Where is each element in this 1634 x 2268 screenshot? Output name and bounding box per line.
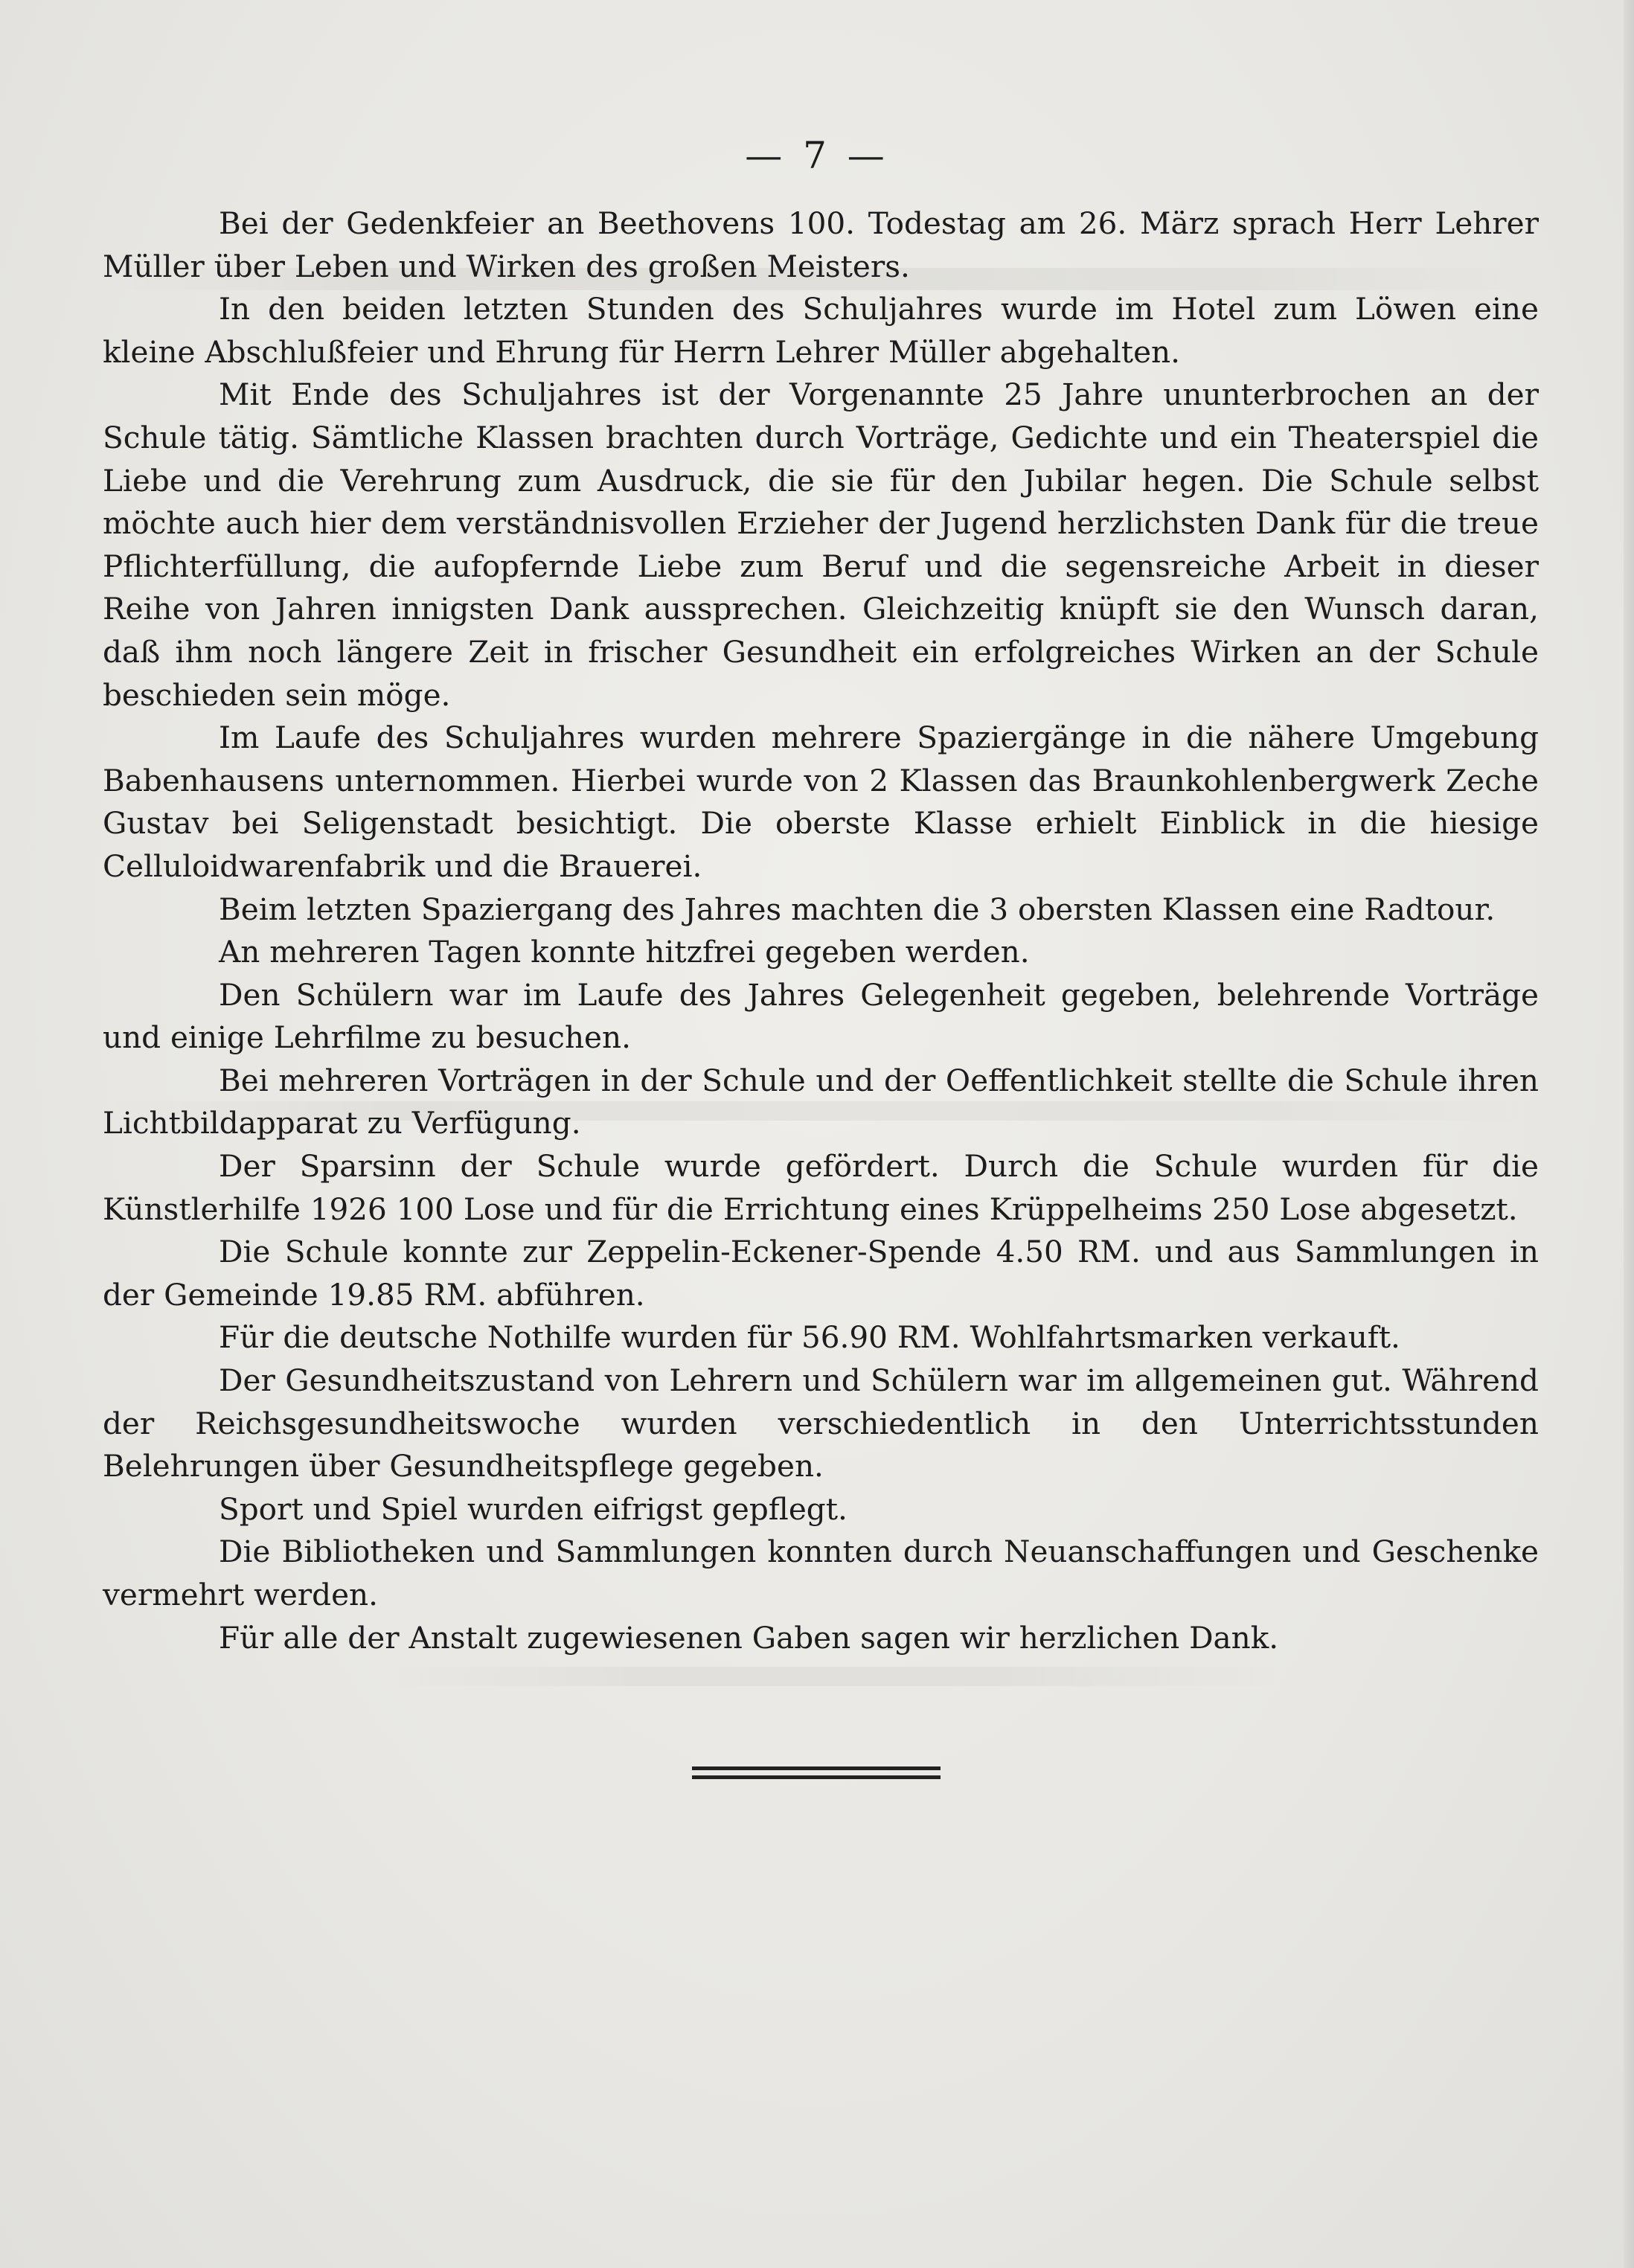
paragraph-gesundheit: Der Gesundheitszustand von Lehrern und Schülern war im allgemeinen gut. Während der Reichsgesundheitswoche wurden verschiedentlich in den Unterrichtsstunden Belehrungen über Gesundheitspflege gegeben. (103, 1362, 1539, 1484)
page-edge (1624, 0, 1634, 2268)
closing-rule-bottom (692, 1775, 941, 1779)
paragraph-lichtbildapparat: Bei mehreren Vorträgen in der Schule und der Oeffentlichkeit stellte die Schule ihren Lichtbildapparat zu Verfügung. (103, 1062, 1539, 1141)
paragraph-abschlussfeier: In den beiden letzten Stunden des Schuljahres wurde im Hotel zum Löwen eine kleine Abschlußfeier und Ehrung für Herrn Lehrer Müller abgehalten. (103, 291, 1539, 370)
paragraph-spaziergaenge: Im Laufe des Schuljahres wurden mehrere Spaziergänge in die nähere Umgebung Babenhausens unternommen. Hierbei wurde von 2 Klassen das Braunkohlenbergwerk Zeche Gustav bei Seligenstadt besichtigt. Die oberste Klasse erhielt Einblick in die hiesige Celluloidwarenfabrik und die Brauerei. (103, 720, 1539, 884)
paragraph-bibliotheken: Die Bibliotheken und Sammlungen konnten durch Neuanschaffungen und Geschenke vermehrt werden. (103, 1534, 1539, 1612)
paragraph-beethoven: Bei der Gedenkfeier an Beethovens 100. Todestag am 26. März sprach Herr Lehrer Müller über Leben und Wirken des großen Meisters. (103, 205, 1539, 284)
paragraph-dank: Für alle der Anstalt zugewiesenen Gaben sagen wir herzlichen Dank. (219, 1619, 1279, 1656)
page-number: — 7 — (745, 134, 889, 177)
paragraph-sparsinn: Der Sparsinn der Schule wurde gefördert. Durch die Schule wurden für die Künstlerhilfe 1926 100 Lose und für die Errichtung eines Krüppelheims 250 Lose abgesetzt. (103, 1148, 1539, 1227)
body-text (103, 202, 1539, 1659)
bleed-through-3 (387, 1667, 1280, 1686)
paragraph-vortraege: Den Schülern war im Laufe des Jahres Gelegenheit gegeben, belehrende Vorträge und einige Lehrfilme zu besuchen. (103, 976, 1539, 1056)
paragraph-nothilfe: Für die deutsche Nothilfe wurden für 56.90 RM. Wohlfahrtsmarken verkauft. (219, 1319, 1400, 1356)
paragraph-sport: Sport und Spiel wurden eifrigst gepflegt. (219, 1490, 848, 1527)
paragraph-spende: Die Schule konnte zur Zeppelin-Eckener-Spende 4.50 RM. und aus Sammlungen in der Gemeinde 19.85 RM. abführen. (103, 1234, 1539, 1313)
closing-rule-top (692, 1766, 941, 1770)
paragraph-hitzfrei: An mehreren Tagen konnte hitzfrei gegeben werden. (219, 934, 1030, 970)
paragraph-jubilaeum: Mit Ende des Schuljahres ist der Vorgenannte 25 Jahre ununterbrochen an der Schule tätig. Sämtliche Klassen brachten durch Vorträge, Gedichte und ein Theaterspiel die Liebe und die Verehrung zum Ausdruck, die sie für den Jubilar hegen. Die Schule selbst möchte auch hier dem verständnisvollen Erzieher der Jugend herzlichsten Dank für die treue Pflichterfüllung, die aufopfernde Liebe zum Beruf und die segensreiche Arbeit in dieser Reihe von Jahren innigsten Dank aussprechen. Gleichzeitig knüpft sie den Wunsch daran, daß ihm noch längere Zeit in frischer Gesundheit ein erfolgreiches Wirken an der Schule beschieden sein möge. (103, 377, 1539, 713)
paragraph-radtour: Beim letzten Spaziergang des Jahres machten die 3 obersten Klassen eine Radtour. (219, 891, 1496, 927)
